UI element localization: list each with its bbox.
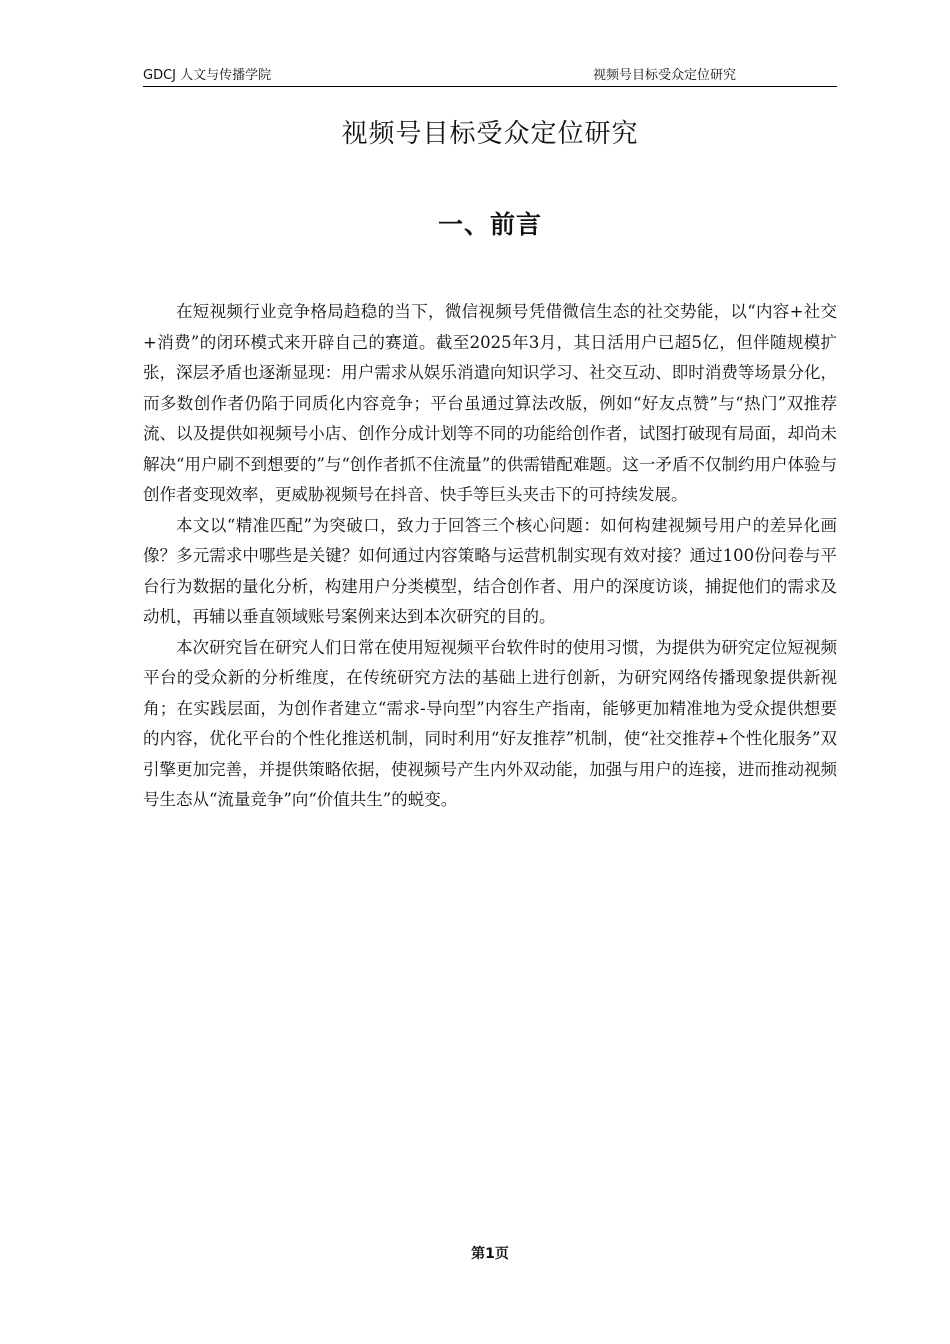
section-body: [143, 297, 837, 816]
header-institution: GDCJ 人文与传播学院: [143, 68, 272, 83]
running-header: [143, 68, 837, 87]
paragraph-2: 本文以“精准匹配”为突破口，致力于回答三个核心问题：如何构建视频号用户的差异化画像？多元需求中哪些是关键？如何通过内容策略与运营机制实现有效对接？通过100份问卷与平台行为数据的量化分析，构建用户分类模型，结合创作者、用户的深度访谈，捕捉他们的需求及动机，再辅以垂直领域账号案例来达到本次研究的目的。: [143, 515, 837, 626]
paper-title: 视频号目标受众定位研究: [341, 119, 639, 149]
page-number: 第1页: [471, 1246, 509, 1262]
paragraph-1: 在短视频行业竞争格局趋稳的当下，微信视频号凭借微信生态的社交势能，以“内容+社交+消费”的闭环模式来开辟自己的赛道。截至2025年3月，其日活用户已超5亿，但伴随规模扩张，深层矛盾也逐渐显现：用户需求从娱乐消遣向知识学习、社交互动、即时消费等场景分化，而多数创作者仍陷于同质化内容竞争；平台虽通过算法改版，例如“好友点赞”与“热门”双推荐流、以及提供如视频号小店、创作分成计划等不同的功能给创作者，试图打破现有局面，却尚未解决“用户刷不到想要的”与“创作者抓不住流量”的供需错配难题。这一矛盾不仅制约用户体验与创作者变现效率，更威胁视频号在抖音、快手等巨头夹击下的可持续发展。: [143, 302, 837, 504]
header-paper-title: 视频号目标受众定位研究: [593, 68, 737, 83]
paragraph-3: 本次研究旨在研究人们日常在使用短视频平台软件时的使用习惯，为提供为研究定位短视频平台的受众新的分析维度，在传统研究方法的基础上进行创新，为研究网络传播现象提供新视角；在实践层面，为创作者建立“需求-导向型”内容生产指南，能够更加精准地为受众提供想要的内容，优化平台的个性化推送机制，同时利用“好友推荐”机制，使“社交推荐+个性化服务”双引擎更加完善，并提供策略依据，使视频号产生内外双动能，加强与用户的连接，进而推动视频号生态从“流量竞争”向“价值共生”的蜕变。: [143, 637, 837, 809]
section-heading: 一、前言: [437, 210, 542, 239]
